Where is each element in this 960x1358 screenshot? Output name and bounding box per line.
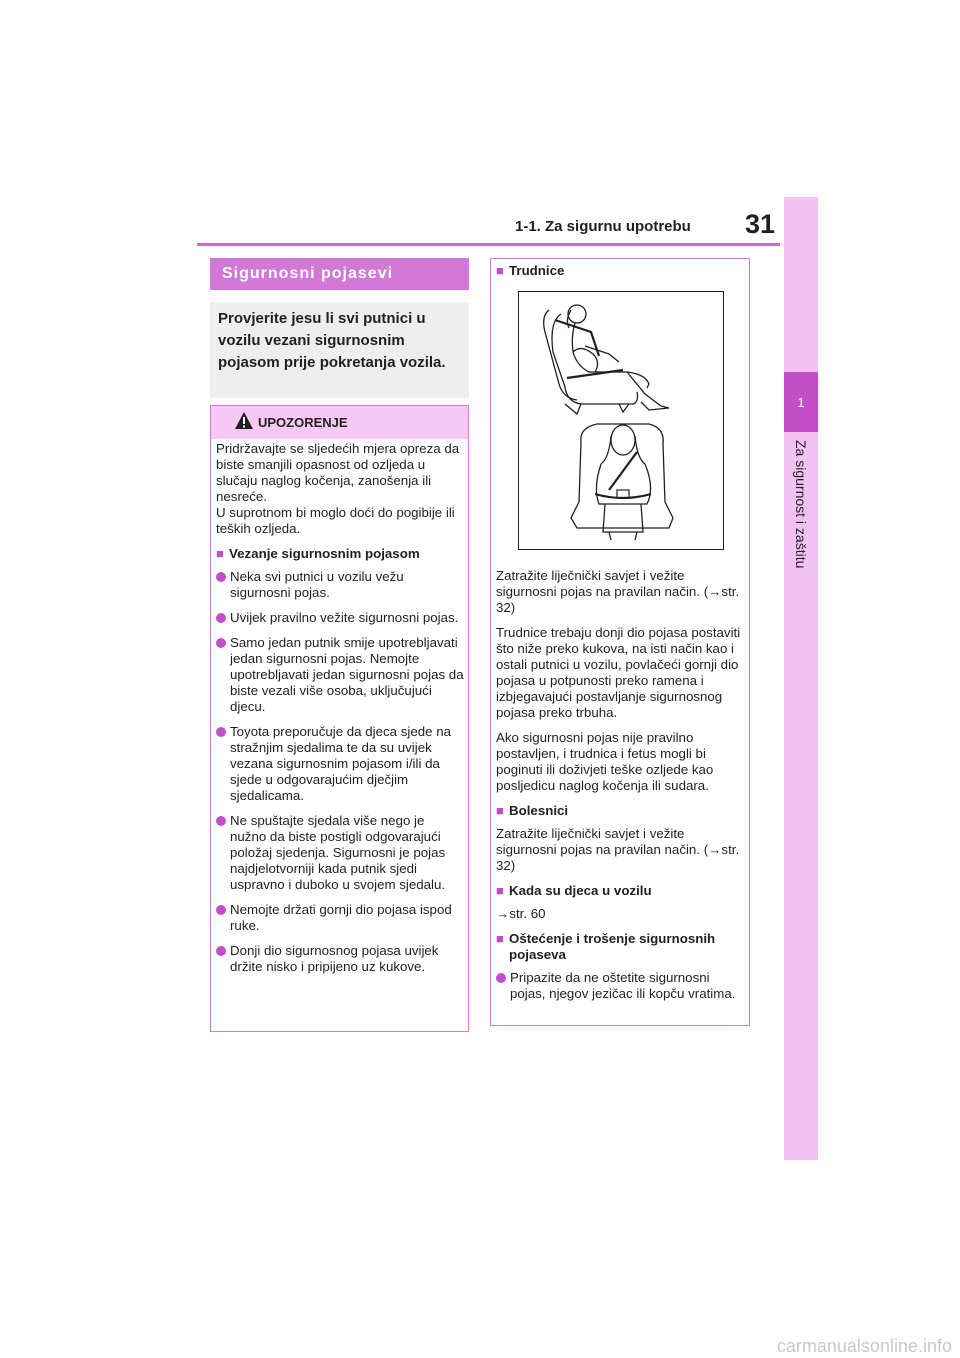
round-bullet-icon	[216, 905, 226, 915]
pregnant-paragraph-3: Ako sigurnosni pojas nije pravilno postavljen, i trudnica i fetus mogli bi poginuti ili doživjeti teške ozljede kao posljedicu naglog kočenja ili sudara.	[496, 730, 714, 793]
list-item: Samo jedan putnik smije upotrebljavati jedan sigurnosni pojas. Nemojte upotrebljavati jedan sigurnosni pojas da biste vezali više osoba, uključujući djecu.	[216, 635, 464, 715]
pregnant-seatbelt-illustration	[518, 291, 724, 550]
warning-triangle-icon	[234, 411, 254, 430]
round-bullet-icon	[216, 572, 226, 582]
round-bullet-icon	[216, 727, 226, 737]
pregnant-paragraph-2: Trudnice trebaju donji dio pojasa postaviti što niže preko kukova, na isti način kao i ostali putnici u vozilu, povlačeći gornji dio pojasa u potpunosti preko ramena i izbjegavajući postavljanje sigurnosnog pojasa preko trbuha.	[496, 625, 741, 720]
seated-woman-drawing	[519, 292, 723, 549]
list-item: Nemojte držati gornji dio pojasa ispod ruke.	[216, 902, 464, 934]
list-item: Pripazite da ne oštetite sigurnosni pojas, njegov jezičac ili kopču vratima.	[496, 970, 744, 1002]
ill-heading: ■ Bolesnici	[496, 803, 569, 818]
square-bullet-icon: ■	[496, 883, 504, 898]
round-bullet-icon	[216, 946, 226, 956]
round-bullet-icon	[496, 973, 506, 983]
chapter-label-text: Za sigurnost i zaštitu	[793, 440, 809, 569]
chapter-number: 1	[784, 372, 818, 432]
warning-body	[216, 441, 464, 984]
list-item: Donji dio sigurnosnog pojasa uvijek držite nisko i pripijeno uz kukove.	[216, 943, 464, 975]
children-heading: ■ Kada su djeca u vozilu	[496, 883, 652, 898]
damage-heading: ■ Oštećenje i trošenje sigurnosnih pojaseva	[496, 931, 716, 962]
square-bullet-icon: ■	[496, 263, 504, 278]
header-rule	[197, 243, 780, 246]
chapter-label	[784, 440, 818, 600]
ill-paragraph: Zatražite liječnički savjet i vežite sigurnosni pojas na pravilan način. (→str. 32)	[496, 826, 740, 873]
round-bullet-icon	[216, 613, 226, 623]
info-box	[490, 258, 750, 1026]
list-item: Toyota preporučuje da djeca sjede na stražnjim sjedalima te da su uvijek vezana sigurnosnim pojasom i/ili da sjede u odgovarajućim dječjim sjedalicama.	[216, 724, 464, 804]
warning-subheading-text: Vezanje sigurnosnim pojasom	[229, 546, 420, 561]
warning-box	[210, 405, 469, 1032]
list-item: Ne spuštajte sjedala više nego je nužno da biste postigli odgovarajući položaj sjedenja. Sigurnosni je pojas najdjelotvorniji kada putnik sjedi uspravno i duboko u svojem sjedalu.	[216, 813, 464, 893]
warning-intro: Pridržavajte se sljedećih mjera opreza da biste smanjili opasnost od ozljeda u slučaju naglog kočenja, zanošenja ili nesreće.	[216, 441, 460, 504]
square-bullet-icon: ■	[216, 546, 224, 561]
warning-title: UPOZORENJE	[258, 415, 348, 430]
footer-watermark: carmanualsonline.info	[776, 1336, 952, 1356]
list-item: Neka svi putnici u vozilu vežu sigurnosni pojas.	[216, 569, 464, 601]
list-item: Uvijek pravilno vežite sigurnosni pojas.	[216, 610, 464, 626]
round-bullet-icon	[216, 816, 226, 826]
square-bullet-icon: ■	[496, 803, 504, 818]
pregnant-heading: ■ Trudnice	[496, 263, 565, 278]
pregnant-paragraph-1: Zatražite liječnički savjet i vežite sigurnosni pojas na pravilan način. (→str. 32)	[496, 568, 740, 615]
warning-intro-2: U suprotnom bi moglo doći do pogibije ili teških ozljeda.	[216, 505, 455, 536]
page-number: 31	[744, 209, 775, 239]
running-header: 1-1. Za sigurnu upotrebu	[515, 218, 691, 235]
warning-header	[211, 406, 468, 439]
section-title: Sigurnosni pojasevi	[210, 258, 469, 290]
chapter-side-tab	[784, 197, 818, 1160]
warning-subheading	[216, 546, 464, 562]
summary-box: Provjerite jesu li svi putnici u vozilu vezani sigurnosnim pojasom prije pokretanja vozila.	[210, 302, 469, 398]
children-reference: →str. 60	[496, 906, 546, 921]
square-bullet-icon: ■	[496, 931, 504, 946]
round-bullet-icon	[216, 638, 226, 648]
